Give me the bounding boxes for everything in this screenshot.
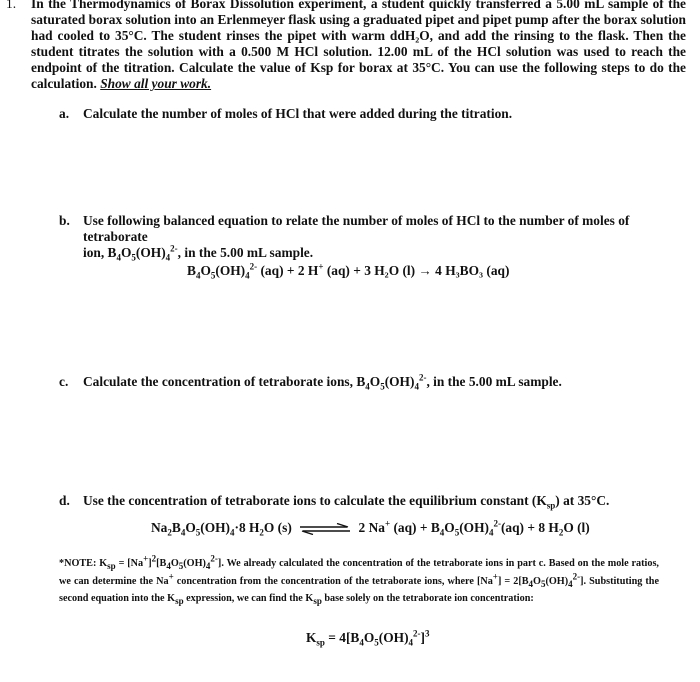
part-c-label: c. [59, 374, 69, 389]
part-b-label: b. [59, 213, 70, 228]
part-c-text: Calculate the concentration of tetraborate ions, $B_4O_5(OH)_4^{2-}$, in the 5.00 mL sample. [83, 372, 562, 392]
question-stem: In the Thermodynamics of Borax Dissolution experiment, a student quickly transferred a 5.00 mL sample of the saturated borax solution into an Erlenmeyer flask using a graduated pipet and pipet pump after the borax solution had cooled to 35°C. The student rinses the pipet with warm ddH₂O, and add the rinsing to the flask. Then the student titrates the solution with a 0.500 M HCl solution. 12.00 mL of the HCl solution was used to reach the endpoint of the titration. Calculate the value of Ksp for borax at 35°C. You can use the following steps to do the calculation. Show all your work. [31, 0, 686, 92]
part-d-label: d. [59, 493, 70, 508]
equilibrium-arrow-icon [299, 523, 351, 535]
show-work-instruction: Show all your work. [100, 76, 212, 92]
part-d-equation: $Na_2B_4O_5(OH)_4\cdot 8$ $H_2O$ (s) 2 Na+ $(aq) + B_4O_5(OH)_4^{2-}(aq) + 8$ $H_2O$ (l) [151, 518, 590, 538]
part-a-text: Calculate the number of moles of HCl that were added during the titration. [83, 106, 513, 121]
part-b [59, 213, 679, 263]
ksp-note: *NOTE: $K_{sp} = [Na^+]^2[B_4O_5(OH)_4^{2-}]$. We already calculated the concentration of the tetraborate ions in part c. Based on the mole ratios, we can determine the Na+ concentration from the concentration of the tetraborate ions, where $[Na^+] = 2[B_4O_5(OH)_4^{2-}]$. Substituting the second equation into the $K_{sp}$ expression, we can find the $K_{sp}$ base solely on the tetraborate ion concentration: [59, 553, 659, 607]
part-a [59, 106, 679, 124]
part-c [59, 374, 679, 392]
part-d-text: Use the concentration of tetraborate ions to calculate the equilibrium constant $(K_{sp})$ at 35°C. [83, 493, 610, 511]
question-number: 1. [6, 0, 17, 11]
part-b-text: Use following balanced equation to relate the number of moles of HCl to the number of moles of tetraborate ion, $B_4O_5(OH)_4^{2-}$, in the 5.00 mL sample. [83, 213, 630, 263]
part-a-label: a. [59, 106, 70, 121]
part-d [59, 493, 679, 511]
part-b-equation: $B_4O_5(OH)_4^{2-}$ (aq) + 2 H+ (aq) + 3 H₂O (l) → 4 H₃BO₃ (aq) [187, 261, 510, 281]
final-ksp-equation: $K_{sp} = 4[B_4O_5(OH)_4^{2-}]^3$ [306, 628, 430, 648]
